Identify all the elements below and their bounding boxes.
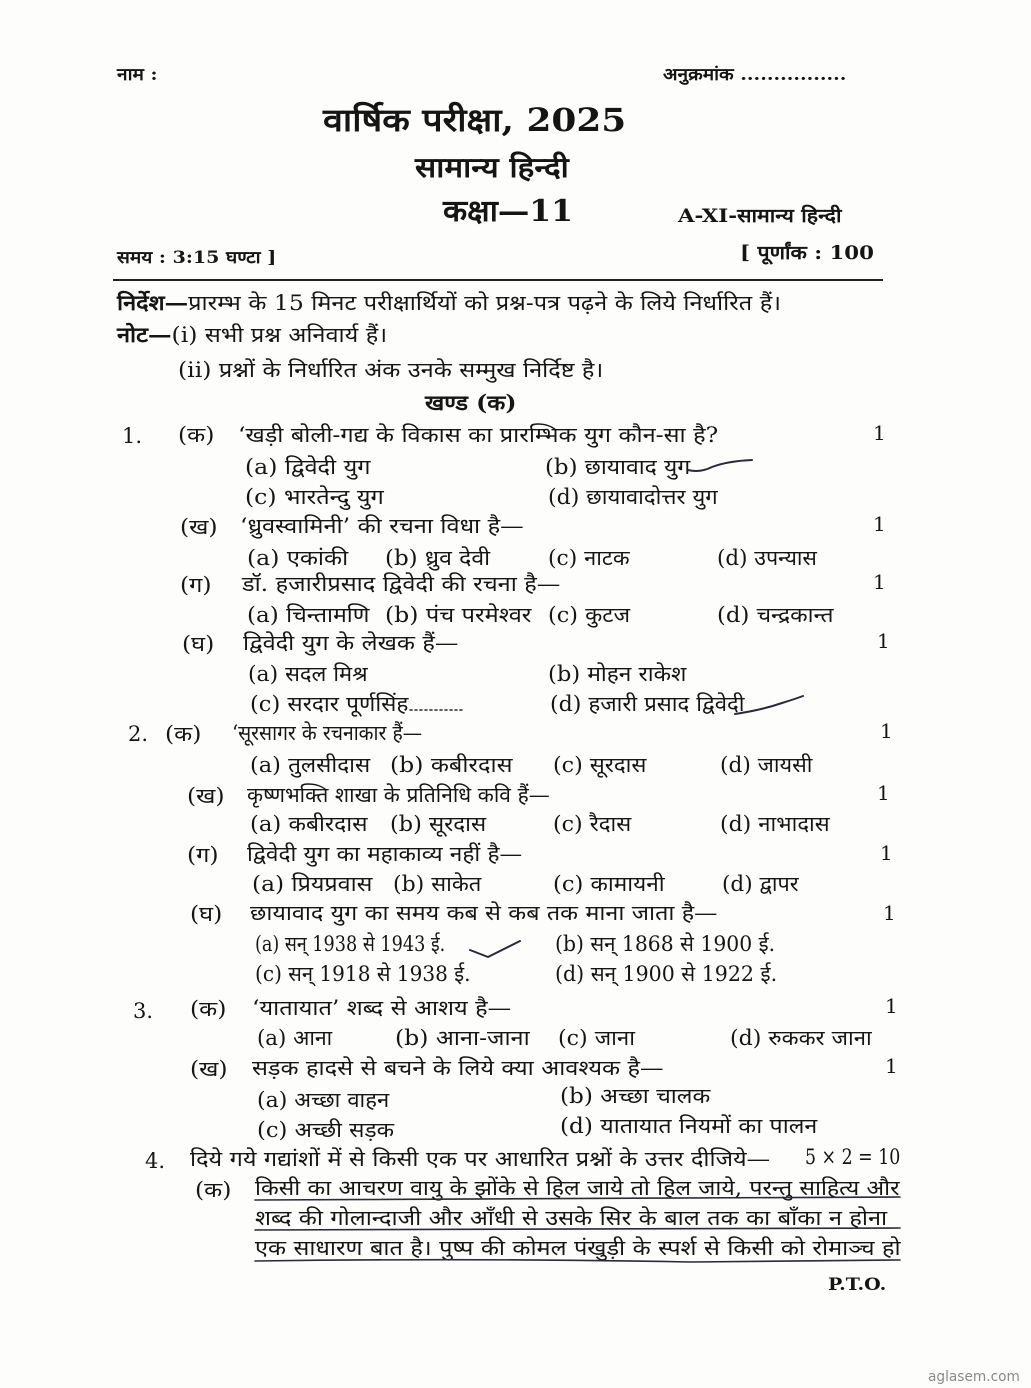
note-1-text: (i) सभी प्रश्न अनिवार्य हैं। [171, 323, 388, 347]
q1-number: 1. [122, 424, 143, 448]
q4a-passage-line: किसी का आचरण वायु के झोंके से हिल जाये तो हिल जाये, परन्तु साहित्य और [255, 1176, 900, 1200]
q1a-option-b: (b) छायावाद युग [545, 455, 691, 479]
q1b-option-d: (d) उपन्यास [717, 546, 817, 570]
exam-title: वार्षिक परीक्षा, 2025 [323, 101, 627, 139]
q4-question-text: दिये गये गद्यांशों में से किसी एक पर आधारित प्रश्नों के उत्तर दीजिये— [190, 1147, 771, 1171]
q2d-question-text: छायावाद युग का समय कब से कब तक माना जाता है— [250, 901, 718, 925]
q2a-marks: 1 [880, 719, 893, 743]
q3-number: 3. [133, 999, 154, 1023]
paper-code: A-XI-सामान्य हिन्दी [678, 205, 842, 227]
q2d-option-b: (b) सन् 1868 से 1900 ई. [555, 932, 776, 956]
q3a-option-a: (a) आना [257, 1026, 333, 1050]
q1c-label: (ग) [180, 573, 212, 597]
q2a-option-c: (c) सूरदास [553, 753, 647, 777]
q2d-option-d: (d) सन् 1900 से 1922 ई. [555, 962, 778, 986]
q1c-option-a: (a) चिन्तामणि [247, 603, 370, 627]
q1c-option-c: (c) कुटज [548, 603, 631, 627]
q1d-marks: 1 [877, 629, 890, 653]
q2a-question-text: ‘सूरसागर के रचनाकार हैं— [232, 721, 423, 745]
q1d-option-a: (a) सदल मिश्र [248, 662, 368, 686]
q3a-question-text: ‘यातायात’ शब्द से आशय है— [252, 996, 512, 1020]
q1d-label: (घ) [182, 632, 215, 656]
q3b-option-d: (d) यातायात नियमों का पालन [560, 1114, 818, 1138]
q1a-option-c: (c) भारतेन्दु युग [245, 485, 384, 509]
q2c-option-d: (d) द्वापर [722, 872, 799, 896]
q4-number: 4. [145, 1149, 166, 1173]
q2c-marks: 1 [880, 841, 893, 865]
q1b-label: (ख) [180, 515, 218, 539]
q1b-option-a: (a) एकांकी [247, 546, 349, 570]
q1d-option-c: (c) सरदार पूर्णसिंह [250, 692, 409, 716]
q2b-label: (ख) [187, 784, 225, 808]
q2c-question-text: द्विवेदी युग का महाकाव्य नहीं है— [247, 842, 523, 866]
direction-line [117, 290, 781, 316]
q1a-label: (क) [178, 423, 215, 447]
section-title: खण्ड (क) [425, 390, 517, 415]
class-title: कक्षा—11 [443, 194, 574, 229]
q2a-label: (क) [165, 722, 202, 746]
q1a-option-d: (d) छायावादोत्तर युग [548, 485, 718, 509]
subject-title: सामान्य हिन्दी [415, 151, 569, 184]
q3a-option-b: (b) आना-जाना [395, 1026, 530, 1050]
q2d-option-a: (a) सन् 1938 से 1943 ई. [255, 932, 446, 956]
q3b-marks: 1 [885, 1054, 898, 1078]
q3a-marks: 1 [885, 994, 898, 1018]
note-line-1 [117, 322, 387, 348]
q1c-option-d: (d) चन्द्रकान्त [717, 603, 834, 627]
note-label: नोट— [117, 322, 172, 347]
q1c-marks: 1 [873, 570, 886, 594]
roll-number-label: अनुक्रमांक ................ [663, 65, 847, 85]
direction-label: निर्देश— [117, 290, 189, 315]
q3b-label: (ख) [190, 1057, 228, 1081]
q3a-option-d: (d) रुककर जाना [730, 1026, 872, 1050]
q2d-option-c: (c) सन् 1918 से 1938 ई. [255, 962, 471, 986]
q1a-question-text: ‘खड़ी बोली-गद्य के विकास का प्रारम्भिक युग कौन-सा है? [238, 423, 719, 447]
q2b-option-a: (a) कबीरदास [250, 812, 368, 836]
q4a-label: (क) [195, 1178, 232, 1202]
q1a-option-a: (a) द्विवेदी युग [245, 455, 371, 479]
header-divider [113, 279, 883, 281]
q2b-marks: 1 [877, 781, 890, 805]
handwritten-tick-mark [688, 460, 752, 471]
q1d-question-text: द्विवेदी युग के लेखक हैं— [243, 631, 459, 655]
name-label: नाम : [117, 65, 158, 85]
q2b-option-b: (b) सूरदास [390, 812, 487, 836]
q3a-label: (क) [190, 997, 227, 1021]
q1d-option-d: (d) हजारी प्रसाद द्विवेदी [550, 692, 745, 716]
q2a-option-a: (a) तुलसीदास [250, 753, 371, 777]
q2b-question-text: कृष्णभक्ति शाखा के प्रतिनिधि कवि हैं— [247, 783, 550, 807]
q2b-option-d: (d) नाभादास [720, 812, 830, 836]
q1b-marks: 1 [873, 512, 886, 536]
q2c-option-c: (c) कामायनी [553, 872, 665, 896]
q4a-passage-line: एक साधारण बात है। पुष्प की कोमल पंखुड़ी के स्पर्श से किसी को रोमाञ्च हो [255, 1236, 901, 1260]
q1c-question-text: डॉ. हजारीप्रसाद द्विवेदी की रचना है— [242, 572, 561, 596]
q1b-question-text: ‘ध्रुवस्वामिनी’ की रचना विधा है— [240, 514, 524, 538]
q1c-option-b: (b) पंच परमेश्वर [385, 603, 532, 627]
q1a-marks: 1 [873, 421, 886, 445]
direction-text: प्रारम्भ के 15 मिनट परीक्षार्थियों को प्रश्न-पत्र पढ़ने के लिये निर्धारित हैं। [188, 291, 782, 315]
handwritten-tick-mark [470, 941, 520, 957]
pto-label: P.T.O. [828, 1275, 887, 1295]
q4-marks: 5 × 2 = 10 [805, 1145, 901, 1169]
q1d-option-b: (b) मोहन राकेश [548, 662, 687, 686]
q3b-option-a: (a) अच्छा वाहन [257, 1088, 390, 1112]
q2-number: 2. [128, 722, 149, 746]
max-marks: [ पूर्णांक : 100 [740, 242, 874, 264]
q2c-option-b: (b) साकेत [393, 872, 482, 896]
q1b-option-b: (b) ध्रुव देवी [385, 546, 491, 570]
q4a-passage-line: शब्द की गोलान्दाजी और आँधी से उसके सिर के बाल तक का बाँका न होना [255, 1206, 888, 1230]
q2b-option-c: (c) रैदास [553, 812, 632, 836]
q1b-option-c: (c) नाटक [548, 546, 630, 570]
watermark: aglasem.com [928, 1369, 1020, 1385]
q2a-option-d: (d) जायसी [720, 753, 813, 777]
handwritten-tick-mark [735, 696, 803, 714]
q2d-label: (घ) [190, 902, 223, 926]
q2a-option-b: (b) कबीरदास [390, 753, 513, 777]
q2c-option-a: (a) प्रियप्रवास [252, 872, 373, 896]
note-line-2: (ii) प्रश्नों के निर्धारित अंक उनके सम्मुख निर्दिष्ट है। [178, 358, 604, 382]
q2c-label: (ग) [187, 843, 219, 867]
q3a-option-c: (c) जाना [558, 1026, 635, 1050]
q3b-option-c: (c) अच्छी सड़क [257, 1118, 395, 1142]
q3b-option-b: (b) अच्छा चालक [560, 1084, 711, 1108]
time-allowed: समय : 3:15 घण्टा ] [117, 248, 277, 268]
q2d-marks: 1 [883, 901, 896, 925]
q3b-question-text: सड़क हादसे से बचने के लिये क्या आवश्यक है— [252, 1056, 664, 1080]
